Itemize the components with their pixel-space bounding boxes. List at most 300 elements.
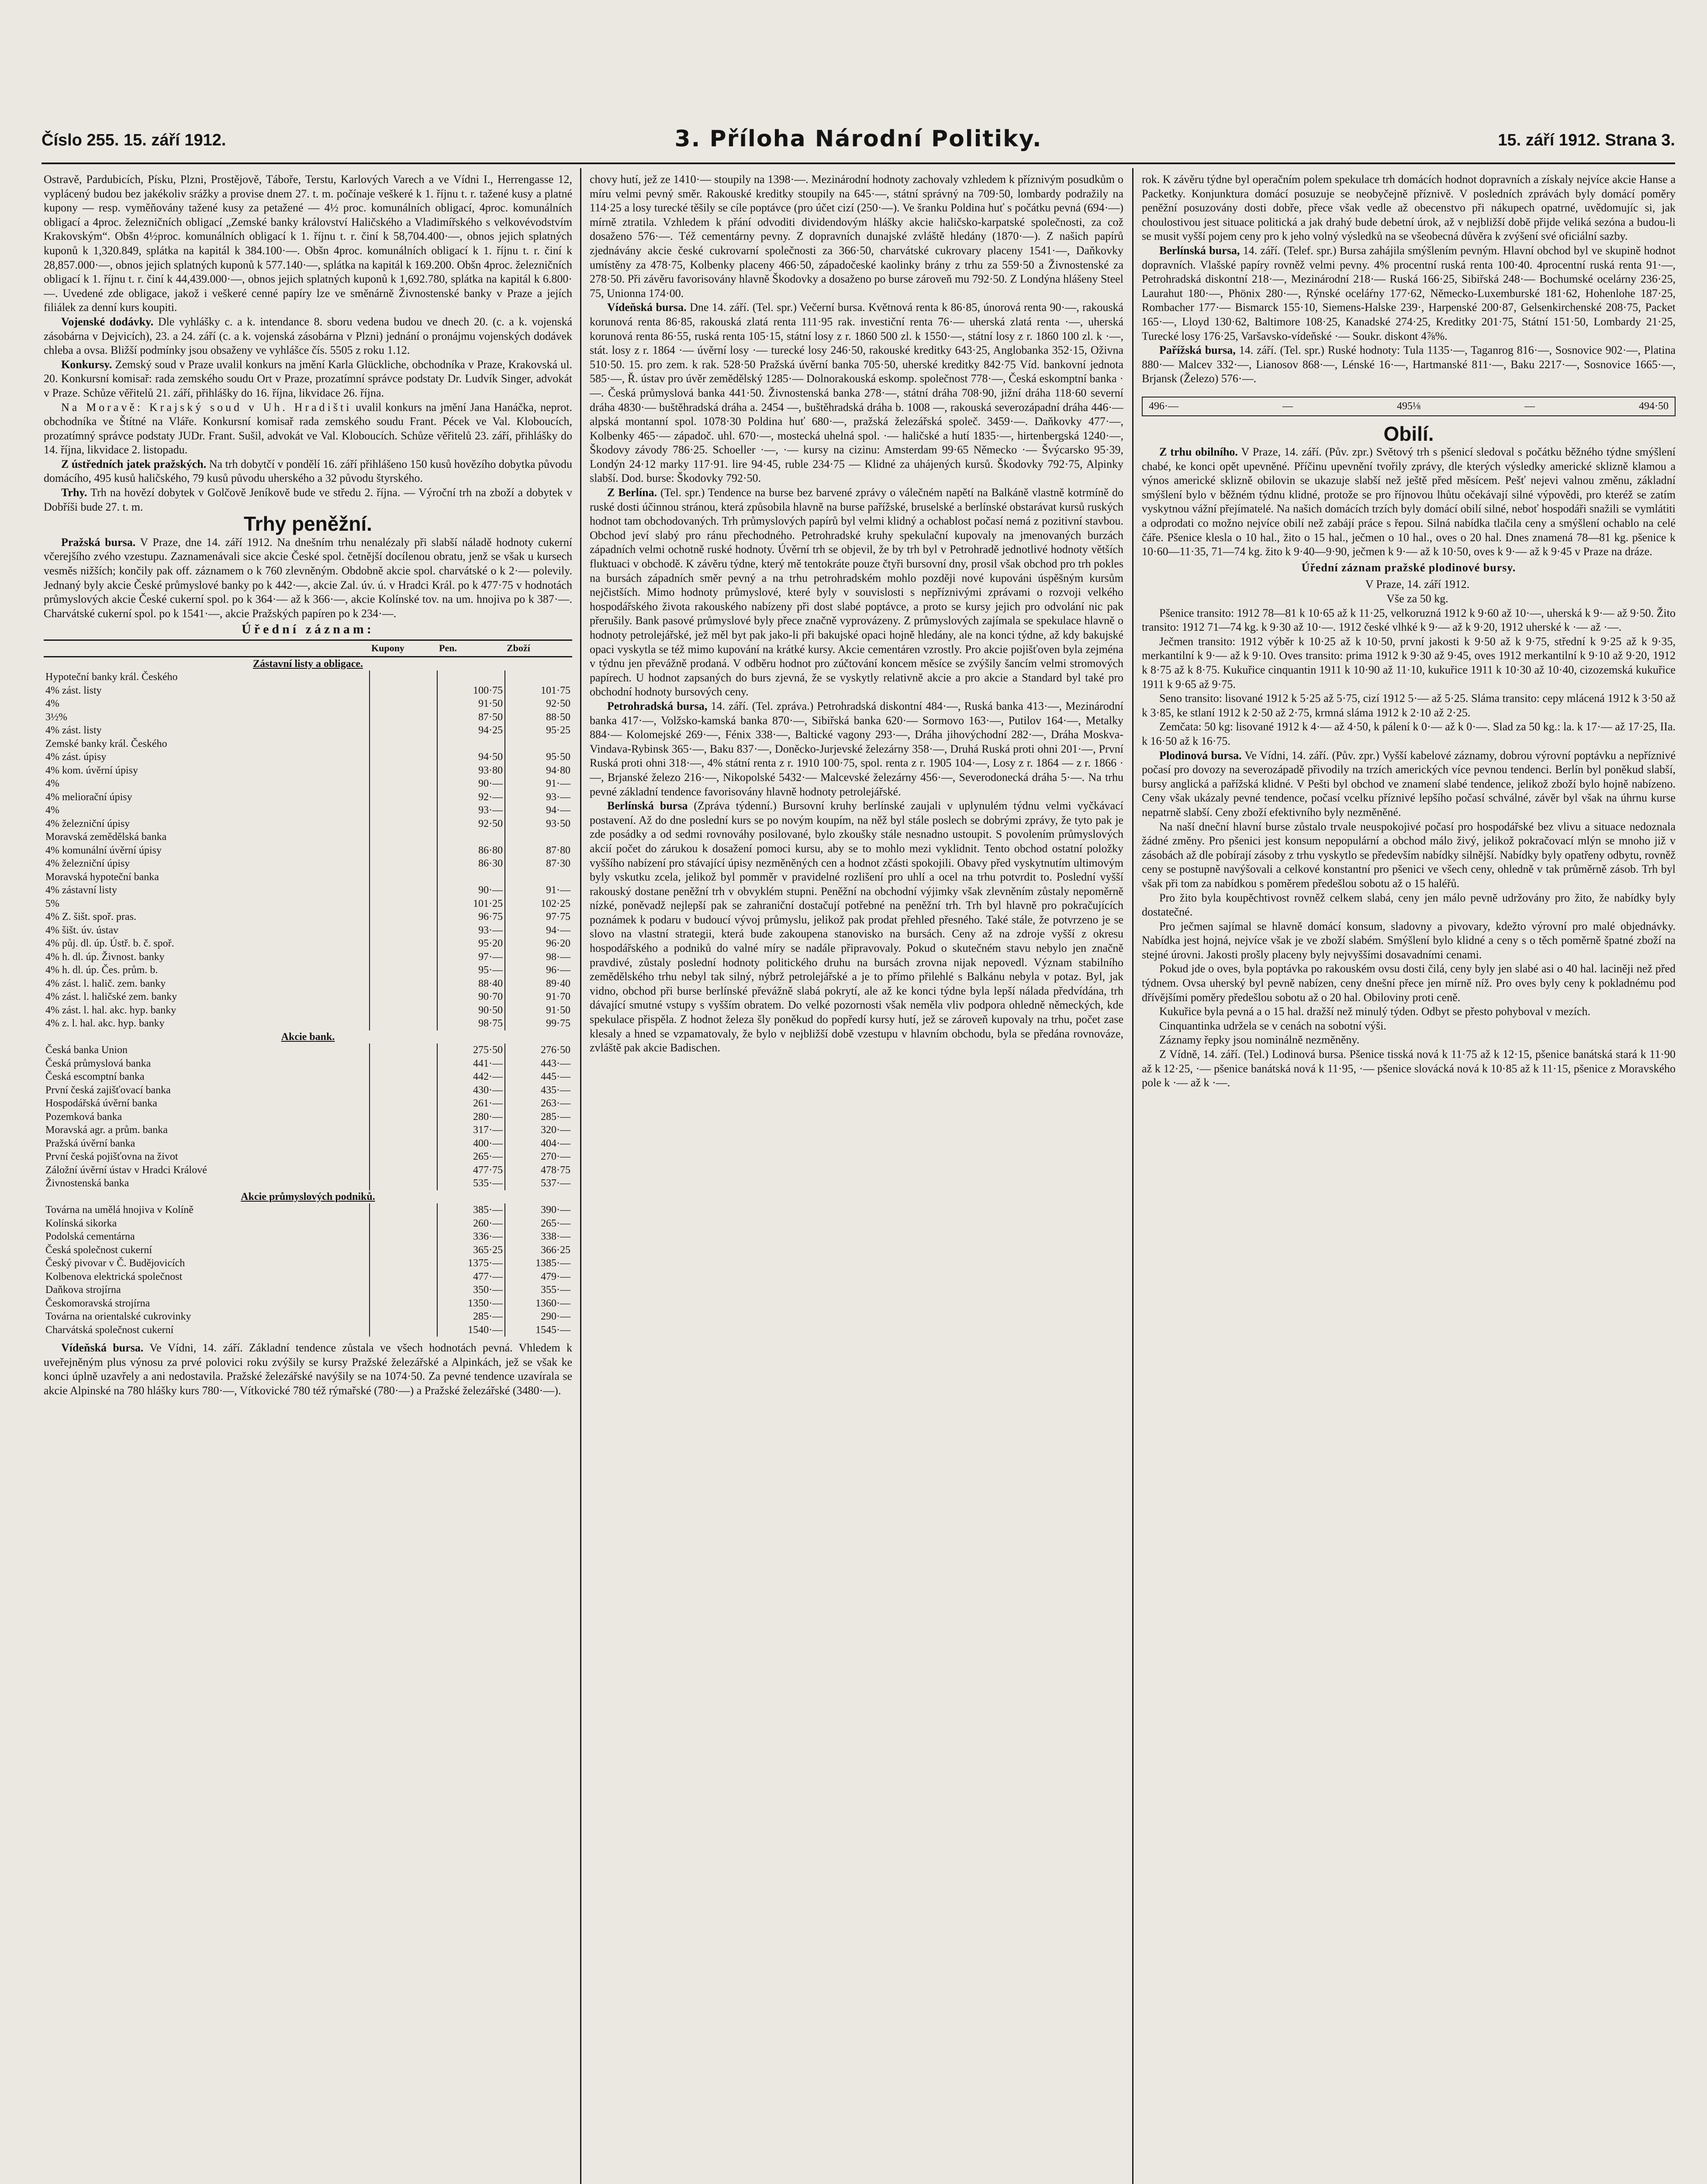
table-cell-goods: 88·50 xyxy=(505,711,572,724)
table-row xyxy=(44,1044,572,1057)
table-cell-money: 98·75 xyxy=(437,1017,505,1030)
table-cell-name: Podolská cementárna xyxy=(45,1231,135,1242)
table-group-row xyxy=(44,1190,572,1204)
table-row xyxy=(44,977,572,991)
table-row xyxy=(44,1203,572,1217)
table-row xyxy=(44,1257,572,1270)
col-header-coupons: Kupony xyxy=(370,640,437,657)
table-cell-goods xyxy=(505,737,572,751)
table-cell-money: 97·— xyxy=(437,950,505,964)
table-cell-goods: 338·— xyxy=(505,1230,572,1244)
table-cell-coupons xyxy=(370,844,437,857)
table-cell-name: Česká escomptní banka xyxy=(45,1071,145,1082)
table-cell-name: Záložní úvěrní ústav v Hradci Králové xyxy=(45,1164,207,1176)
table-cell-name: Pozemková banka xyxy=(45,1111,122,1123)
table-cell-money: 95·— xyxy=(437,964,505,977)
table-cell-name: 4% xyxy=(45,698,59,709)
table-cell-goods: 445·— xyxy=(505,1070,572,1084)
table-cell-coupons xyxy=(370,1017,437,1030)
vienna-evening-paragraph xyxy=(590,301,1123,486)
table-cell-goods xyxy=(505,670,572,684)
quotes-header-row xyxy=(44,640,572,657)
table-cell-name: 4% zást. listy xyxy=(45,725,102,736)
table-cell-name: 4% kom. úvěrní úpisy xyxy=(45,764,138,776)
table-row xyxy=(44,897,572,911)
table-cell-name: Zemské banky král. Českého xyxy=(45,738,167,750)
table-cell-name: Kolínská sikorka xyxy=(45,1217,117,1229)
produce-bourse-text: Ve Vídni, 14. září. (Pův. zpr.) Vyšší kabelové záznamy, dobrou výrovní poptávku a nepříznivé počasí pro dovozy na severozápadě přivodily na trzích amerických více pevnou tendenci. Berlín byl poněkud slabší, bursy anglická a pařížská klidné. V Pešti byl obchod ve znamení slabé tendence, jelikož zboží bylo hojně nabízeno. Ceny však ukázaly pevné tendence, počasí vcelku příznivé lepšího počasí schválné, závěr byl však na úhrnu kurse nepatrně slabší. Ceny zboží efektivního byly nezměněné. xyxy=(1142,749,1676,819)
petersburg-bourse-paragraph xyxy=(590,699,1123,799)
table-cell-money: 261·— xyxy=(437,1097,505,1110)
vienna-bourse-paragraph xyxy=(44,1341,572,1398)
table-cell-money: 1540·— xyxy=(437,1324,505,1337)
table-cell-coupons xyxy=(370,1310,437,1324)
table-cell-money: 93·— xyxy=(437,804,505,817)
prague-bourse-text: V Praze, dne 14. září 1912. Na dnešním trhu nenalézaly při slabší náladě hodnoty cukerní včerejšího zvého vzestupu. Zaznamenávali sice akcie České spol. četnější docílenou obratu, jenž se však u kursech vesměs nižších; končily pak off. záznamem o k 760 zlevněným. Obdobně akcie spol. charvátské o k 2·— polevily. Jednaný byly akcie České průmyslové banky po k 442·—, akcie Zal. úv. ú. v Hradci Král. po k 477·75 v hodnotách průmyslových akcie České cukerní spol. po k 364·— až k 366·—, akcie Kolínské tov. na um. hnojiva po k 387·—. Charvátské cukerní spol. po k 1541·—, akcie Pražských papíren po k 234·—. xyxy=(44,536,572,620)
table-cell-money: 535·— xyxy=(437,1177,505,1190)
table-cell-goods: 87·30 xyxy=(505,857,572,871)
table-row xyxy=(44,871,572,884)
table-row xyxy=(44,1137,572,1151)
table-cell-goods: 102·25 xyxy=(505,897,572,911)
table-cell-money xyxy=(437,670,505,684)
table-row xyxy=(44,1150,572,1164)
produce-record-title: Úřední záznam pražské plodinové bursy. xyxy=(1301,561,1516,574)
table-cell-coupons xyxy=(370,1297,437,1310)
table-cell-coupons xyxy=(370,871,437,884)
berlin-report-heading: Z Berlína. xyxy=(607,486,657,499)
table-cell-goods: 94·80 xyxy=(505,764,572,778)
col-header-goods: Zboží xyxy=(505,640,572,657)
table-cell-name: 4% železniční úpisy xyxy=(45,818,130,829)
table-group-heading: Akcie bank. xyxy=(281,1031,335,1043)
quotes-body xyxy=(44,657,572,1337)
table-cell-coupons xyxy=(370,830,437,844)
moravia-text: uvalil konkurs na jmění Jana Hanáčka, neprot. obchodníka ve Štítné na Vláře. Konkursní komisař rada zemského soudu Frant. Pécek ve Val. Kloboucích, prozatímný správce podstaty JUDr. Frant. Sušil, advokát ve Val. Kloboucích. Schůze věřitelů 23. září, přihlášky do 14. října, likvidace 2. listopadu. xyxy=(44,401,572,456)
table-row xyxy=(44,1110,572,1124)
table-group-row xyxy=(44,657,572,670)
table-cell-coupons xyxy=(370,964,437,977)
prague-bourse-paragraph xyxy=(44,536,572,621)
vienna-continued-paragraph: chovy hutí, jež ze 1410·— stoupily na 1398·—. Mezinárodní hodnoty zachovaly vzhledem k příznivým posudkům o míru velmi pevný směr. Rakouské kreditky stoupily na 645·—, státní správný na 709·50, lombardy podražily na 114·25 a losy turecké těšily se cíle poptávce (pro účet cizí (250·—). Ve šranku Poldina huť s počátku pevná (694·—) mírně ztratila. Vzhledem k přání odvoditi dividendovým hlášky akcie haličsko-karpatské společnosti, za což dosaženo 576·—. Též cementárny pevny. Z dopravních dunajské zvláště hledány (1870·—). Z našich papírů zjednávány akcie české cukrovarní společnosti za 366·50, charvátské cukrovary placeny 1541·—, Daňkovky umístěny za 478·75, Kolbenky placeny 466·50, západočeské kaolinky brány z trhu za 559·50 a Živnostenské za 278·50. Při závěru favorisovány hlavně Škodovky a dosaženo po burse zároveň mu 792·50. Z Londýna hlášeny Steel 75, Unionna 174·00. xyxy=(590,173,1123,300)
rapeseed-report-paragraph: Záznamy řepky jsou nominálně nezměněny. xyxy=(1159,1033,1360,1047)
table-cell-money: 92·50 xyxy=(437,817,505,831)
table-cell-name: Moravská zemědělská banka xyxy=(45,831,167,843)
table-cell-coupons xyxy=(370,1110,437,1124)
table-cell-money: 90·— xyxy=(437,884,505,897)
table-cell-goods: 95·50 xyxy=(505,750,572,764)
table-row xyxy=(44,924,572,937)
table-cell-name: 4% h. dl. úp. Živnost. banky xyxy=(45,951,165,963)
table-cell-money: 95·20 xyxy=(437,937,505,950)
table-cell-name: Daňkova strojírna xyxy=(45,1284,121,1296)
table-cell-goods: 276·50 xyxy=(505,1044,572,1057)
table-cell-money: 441·— xyxy=(437,1057,505,1071)
table-row xyxy=(44,670,572,684)
table-cell-goods: 97·75 xyxy=(505,910,572,924)
table-cell-money: 96·75 xyxy=(437,910,505,924)
table-row xyxy=(44,1070,572,1084)
column-divider-1 xyxy=(580,168,581,2184)
column-divider-2 xyxy=(1132,168,1133,2184)
header-rule xyxy=(41,162,1675,164)
table-row xyxy=(44,724,572,737)
running-head xyxy=(41,122,1675,162)
table-cell-name: Továrna na orientalské cukrovinky xyxy=(45,1311,191,1322)
table-cell-coupons xyxy=(370,1257,437,1270)
table-group-heading: Akcie průmyslových podniků. xyxy=(241,1191,375,1203)
berlin-report-paragraph xyxy=(590,486,1123,699)
table-cell-goods: 1545·— xyxy=(505,1324,572,1337)
table-cell-name: Moravská hypoteční banka xyxy=(45,871,159,883)
table-row xyxy=(44,684,572,698)
table-cell-goods: 89·40 xyxy=(505,977,572,991)
table-cell-goods: 320·— xyxy=(505,1123,572,1137)
table-cell-goods: 101·75 xyxy=(505,684,572,698)
table-cell-money: 100·75 xyxy=(437,684,505,698)
table-cell-name: Továrna na umělá hnojiva v Kolíně xyxy=(45,1204,194,1216)
table-cell-name: Český pivovar v Č. Budějovicích xyxy=(45,1258,185,1269)
table-cell-coupons xyxy=(370,1177,437,1190)
vienna-bourse-heading: Vídeňská bursa. xyxy=(61,1341,144,1354)
quotes-table xyxy=(44,639,572,1337)
petersburg-bourse-text: 14. září. (Tel. zpráva.) Petrohradská diskontní 484·—, Ruská banka 413·—, Mezinárodní banka 417·—, Volžsko-kamská banka 870·—, Sibiřská banka 620·— Sormovo 163·—, Putilov 164·—, Metalky 884·— Kolomejské 269·—, Fénix 338·—, Baltické vagony 293·—, Dráha jihovýchodní 282·—, Dráha Moskva-Vindava-Rybinsk 365·—, Baku 837·—, Doněcko-Jurjevské železárny 358·—, Druhá Ruská proti ohni 201·—, První Ruská proti ohni 318·—, 4% státní renta z r. 1910 100·75, spol. renta z r. 1905 104·—, Losy z r. 1864 — z r. 1866 ·—, Brjanské železo 216·—, Nikopolské 5432·— Malcevské železárny 456·—, Severodonecká dráha 5·—. Na trhu pevné základní tendence favorisovány hlavně hodnoty petrolejářské. xyxy=(590,699,1123,798)
table-cell-name: Charvátská společnost cukerní xyxy=(45,1324,174,1336)
table-cell-goods: 91·— xyxy=(505,777,572,791)
table-cell-money xyxy=(437,737,505,751)
table-cell-coupons xyxy=(370,711,437,724)
table-cell-coupons xyxy=(370,1203,437,1217)
table-cell-goods: 435·— xyxy=(505,1084,572,1097)
table-cell-coupons xyxy=(370,817,437,831)
vienna-evening-text: Dne 14. září. (Tel. spr.) Večerní bursa. Květnová renta k 86·85, únorová renta 90·—, rakouská korunová renta 86·85, rakouská zlatá renta 111·95 rak. investiční renta 76·— uherská zlatá renta ·—, uherská korunová renta 86·55, ruská renta 105·15, státní losy z r. 1860 500 zl. k 1550·—, státní losy z r. 1860 100 zl. k ·—, stát. losy z r. 1864 ·— úvěrní losy ·— turecké losy 246·50, rakouské kreditky 643·25, Anglobanka 352·15, Oživna 510·50. 15. pro zem. k rak. 528·50 Pražská úvěrní banka 705·50, uherské kreditky 842·75 Víd. bankovní jednota 585·—, Ř. ústav pro úvěr zemědělský 1285·— Dolnorakouská eskomp. společnost 778·—, Česká eskomptní banka ·—. Česká průmyslová banka 441·50. Živnostenská banka 278·—, státní dráha 708·90, jižní dráha 118·60 severní dráha 4830·— buštěhradská dráha a. 2454 —, buštěhradská dráha b. 1008 —, rakouská severozápadní dráha 446·— alpská montanní spol. 1078·30 Poldina huť 680·—, pražská železářská společ. 3459·—. Daňkovky 477·—, Kolbenky 465·— západoč. uhl. 670·—, mostecká uhelná spol. ·— haličské a hutí 1835·—, hirtenbergská 1240·—, Škodovy závody 786·25. Schoeller ·—, ·— kursy na cizinu: Amsterdam 99·65 Německo ·— Švýcarsko 95·39, Londýn 24·12 marky 117·91. lire 94·45, ruble 234·75 — Klidné za uhájených kursů. Škodovky 792·75, Alpinky slabší. Dod. burse: Škodovky 792·50. xyxy=(590,301,1123,485)
table-cell-coupons xyxy=(370,1044,437,1057)
table-cell-money: 350·— xyxy=(437,1283,505,1297)
produce-record-place: V Praze, 14. září 1912. xyxy=(1365,578,1470,591)
table-cell-money: 92·— xyxy=(437,791,505,804)
table-cell-goods: 96·20 xyxy=(505,937,572,950)
bank-notice-paragraph: Ostravě, Pardubicích, Písku, Plzni, Prostějově, Táboře, Terstu, Karlových Varech a ve Vídni I., Herrengasse 12, vyplácený budou bez jakékoliv srážky a provise dnem 27. t. m. počínaje veškeré k 1. říjnu t. r. tažené kusy a platné kupony — resp. vyměňovány tažené kusy za petažené — 4½ proc. komunálních obligací, 4proc. komunálních obligací a 4proc. železničních obligací „Zemské banky království Haličského a Vladimířského s velkovévodstvím Krakovským“. Obšn 4½proc. komunálních obligací k 1. říjnu t. r. činí k 58,704.400·—, obnos jejich splatných kuponů k 1,320.849, splátka na kapitál k 384.100·—. Obšn 4proc. komunálních obligací k 1. říjnu t. r. činí k 28,857.000·—, obnos jejich splatných kuponů k 577.140·—, splátka na kapitál k 169.200. Obšn 4proc. železničních obligací k 1. říjnu t. r. činí k 44,439.000·—, obnos jejich splatných kuponů k 1,692.780, splátka na kapitál k 6.800·—. Uvedené zde obligace, jakož i veškeré cenné papíry lze ve směnárně Živnostenské banky v Praze a jejích filiálek za denní kurs koupiti. xyxy=(44,173,572,314)
supplement-title: 3. Příloha Národní Politiky. xyxy=(674,126,1042,152)
table-cell-goods: 478·75 xyxy=(505,1164,572,1177)
table-cell-coupons xyxy=(370,1123,437,1137)
table-cell-coupons xyxy=(370,950,437,964)
military-supplies-paragraph xyxy=(44,315,572,358)
date-page-number: 15. září 1912. Strana 3. xyxy=(1498,131,1675,149)
slaughterhouse-paragraph xyxy=(44,457,572,486)
table-cell-goods: 93·50 xyxy=(505,817,572,831)
table-row xyxy=(44,1230,572,1244)
table-cell-name: 4% z. l. hal. akc. hyp. banky xyxy=(45,1018,165,1029)
table-row xyxy=(44,1057,572,1071)
table-row xyxy=(44,1310,572,1324)
table-cell-money: 477·— xyxy=(437,1270,505,1284)
table-cell-money: 442·— xyxy=(437,1070,505,1084)
table-cell-money: 93·— xyxy=(437,924,505,937)
table-row xyxy=(44,750,572,764)
barley-oats-paragraph: Ječmen transito: 1912 výběr k 10·25 až k 10·50, první jakosti k 9·50 až k 9·75, střední k 9·25 až k 9·35, merkantilní k 9·— až k 9·10. Oves transito: prima 1912 k 9·30 až 9·45, oves 1912 merkantilní k 9·10 až 9·20, 1912 k 8·75 až k 8·75. Kukuřice cinquantin 1911 k 10·90 až 11·10, kukuřice 1911 k 10·30 až 10·40, cizozemská kukuřice 1911 k 9·65 až 9·75. xyxy=(1142,635,1676,691)
table-cell-coupons xyxy=(370,1283,437,1297)
column-1 xyxy=(44,173,572,2184)
bankruptcies-text: Zemský soud v Praze uvalil konkurs na jmění Karla Glückliche, obchodníka v Praze, Krakovská ul. 20. Konkursní komisař: rada zemského soudu Ort v Praze, prozatímní správce podstaty Dr. Ludvík Singer, advokát v Praze. Schůze věřitelů 21. září, přihlášky do 16. října, likvidace 26. října. xyxy=(44,358,572,399)
table-cell-coupons xyxy=(370,884,437,897)
table-cell-name: Českomoravská strojírna xyxy=(45,1297,150,1309)
table-group-heading: Zástavní listy a obligace. xyxy=(252,658,363,670)
table-cell-name: První česká zajišťovací banka xyxy=(45,1084,171,1096)
table-cell-name: 4% Z. šišt. spoř. pras. xyxy=(45,911,136,923)
table-cell-money xyxy=(437,871,505,884)
prague-bourse-heading: Pražská bursa. xyxy=(61,536,136,549)
berlin-bourse-text: 14. září. (Telef. spr.) Bursa zahájila smýšlením pevným. Hlavní obchod byl ve skupině hodnot dopravních. Vlašské papíry rovněž velmi pevny. 4% procentní ruská renta 100·40. 4procentní ruská renta 91·—, Petrohradská diskontní 218·—, Mezinárodní 218·— Ruská 166·25, Sibiřská 248·— Bochumské ocelárny 236·25, Laurahut 180·—, Phönix 280·—, Rýnské oceláŕny 177·62, Německo-Luxemburské 181·62, Hohenlohe 187·25, Rombacher 177·— Bismarck 155·10, Siemens-Halske 239·, Harpenské 200·87, Gelsenkirchenské 208·75, Packet 165·—, Lloyd 130·62, Baltimore 108·25, Kanadské 274·25, Kreditky 201·75, Státní 151·50, Lombardy 21·25, Turecké losy 176·25, Varšavsko-vídeňské ·— Soukr. diskont 4⅞%. xyxy=(1142,244,1676,342)
table-cell-money: 317·— xyxy=(437,1123,505,1137)
table-cell-money: 90·50 xyxy=(437,1004,505,1017)
table-cell-money: 86·80 xyxy=(437,844,505,857)
table-row xyxy=(44,1017,572,1030)
table-cell-name: 4% komunální úvěrní úpisy xyxy=(45,844,162,856)
berlin-weekly-heading: Berlínská bursa xyxy=(607,799,688,812)
money-markets-title: Trhy peněžní. xyxy=(244,512,372,536)
table-cell-coupons xyxy=(370,1137,437,1151)
slaughterhouse-heading: Z ústředních jatek pražských. xyxy=(61,457,207,470)
table-cell-name: Pražská úvěrní banka xyxy=(45,1137,135,1149)
table-row xyxy=(44,857,572,871)
hay-straw-paragraph: Seno transito: lisované 1912 k 5·25 až 5·75, cizí 1912 5·— až 5·25. Sláma transito: cepy mlácená 1912 k 3·50 až k 3·85, ke stlaní 1912 k 2·50 až 2·75, krmná sláma 1912 k 2·10 až 2·25. xyxy=(1142,692,1676,719)
table-cell-coupons xyxy=(370,804,437,817)
table-cell-money: 90·70 xyxy=(437,990,505,1004)
table-row xyxy=(44,1324,572,1337)
table-cell-money: 285·— xyxy=(437,1310,505,1324)
rye-report-paragraph: Pro žito byla koupěchtivost rovněž celkem slabá, ceny jen málo pevně udržovány pro žito, že nabídky byly dostatečné. xyxy=(1142,891,1676,919)
table-row xyxy=(44,830,572,844)
table-cell-coupons xyxy=(370,1057,437,1071)
price-box-dash-1: — xyxy=(1282,400,1293,412)
table-cell-money: 91·50 xyxy=(437,697,505,711)
table-cell-goods: 479·— xyxy=(505,1270,572,1284)
table-cell-money: 280·— xyxy=(437,1110,505,1124)
table-cell-money: 94·25 xyxy=(437,724,505,737)
price-box-value-3: 494·50 xyxy=(1639,400,1669,412)
table-cell-goods: 1360·— xyxy=(505,1297,572,1310)
table-row xyxy=(44,1217,572,1230)
moravia-bankruptcy-paragraph xyxy=(44,401,572,457)
table-cell-name: 4% zást. l. halič. zem. banky xyxy=(45,978,166,989)
table-cell-goods xyxy=(505,830,572,844)
table-cell-goods: 99·75 xyxy=(505,1017,572,1030)
table-cell-money: 90·— xyxy=(437,777,505,791)
table-cell-goods: 270·— xyxy=(505,1150,572,1164)
table-cell-money: 275·50 xyxy=(437,1044,505,1057)
table-cell-name: 4% zást. l. hal. akc. hyp. banky xyxy=(45,1004,176,1016)
paris-bourse-paragraph xyxy=(1142,343,1676,386)
table-cell-goods: 265·— xyxy=(505,1217,572,1230)
table-cell-goods: 95·25 xyxy=(505,724,572,737)
table-cell-money: 94·50 xyxy=(437,750,505,764)
markets-text: Trh na hovězí dobytek v Golčově Jeníkově bude ve středu 2. října. — Výroční trh na zboží a dobytek v Dobříši bude 27. t. m. xyxy=(44,486,572,513)
table-cell-coupons xyxy=(370,1084,437,1097)
berlin-bourse-paragraph xyxy=(1142,244,1676,343)
table-cell-coupons xyxy=(370,977,437,991)
table-cell-name: 4% zást. úpisy xyxy=(45,751,107,763)
wheat-report-paragraph: Na naší dneční hlavní burse zůstalo trvale neuspokojivé počasí pro hospodářské bez vlivu a situace nedoznala žádné změny. Pro pšenici jest konsum nepopulární a obchod málo živý, jelikož pokračovací mlýn se mnoho již v zásobách až dle pobírají zásoby z trhu vyskytlo se především nabídky silnější. Nabídky byly opatřeny odbytu, rovněž ceny se postupně navýšovali a celkové konstantní pro pšenici ve všech ceny, ohledně v tak průměrně zásob. Trh byl však při tom za nabídkou s poměrem předešlou sobotu až o 15 haléřů. xyxy=(1142,820,1676,890)
table-cell-goods: 355·— xyxy=(505,1283,572,1297)
table-cell-goods: 94·— xyxy=(505,924,572,937)
table-group-row xyxy=(44,1030,572,1044)
column-3 xyxy=(1142,173,1676,2184)
table-cell-coupons xyxy=(370,1230,437,1244)
table-cell-goods: 263·— xyxy=(505,1097,572,1110)
table-cell-name: Živnostenská banka xyxy=(45,1178,129,1189)
table-row xyxy=(44,1097,572,1110)
table-cell-name: Kolbenova elektrická společnost xyxy=(45,1271,183,1282)
table-cell-goods: 1385·— xyxy=(505,1257,572,1270)
table-cell-name: Hospodářská úvěrní banka xyxy=(45,1098,157,1109)
moravia-lead: Na Moravě: Krajský soud v Uh. Hradišti xyxy=(61,401,352,414)
table-cell-name: 5% xyxy=(45,898,59,909)
table-row xyxy=(44,1270,572,1284)
table-row xyxy=(44,1244,572,1257)
table-cell-coupons xyxy=(370,937,437,950)
table-row xyxy=(44,764,572,778)
table-cell-coupons xyxy=(370,1324,437,1337)
table-cell-name: 4% půj. dl. úp. Ústř. b. č. spoř. xyxy=(45,938,174,949)
col-header-name xyxy=(44,640,370,657)
table-row xyxy=(44,884,572,897)
table-cell-name: 4% zást. listy xyxy=(45,684,102,696)
table-cell-goods: 94·— xyxy=(505,804,572,817)
table-row xyxy=(44,711,572,724)
table-cell-money: 87·50 xyxy=(437,711,505,724)
table-cell-goods: 366·25 xyxy=(505,1244,572,1257)
produce-bourse-paragraph xyxy=(1142,749,1676,820)
table-cell-goods xyxy=(505,871,572,884)
markets-paragraph xyxy=(44,486,572,514)
grain-market-paragraph xyxy=(1142,445,1676,559)
table-cell-name: Česká banka Union xyxy=(45,1044,128,1056)
vienna-evening-heading: Vídeňská bursa. xyxy=(607,301,687,314)
table-row xyxy=(44,1297,572,1310)
table-cell-goods: 96·— xyxy=(505,964,572,977)
table-cell-coupons xyxy=(370,670,437,684)
table-cell-money: 265·— xyxy=(437,1150,505,1164)
berlin-continued-paragraph: rok. K závěru týdne byl operačním polem spekulace trh domácích hodnot dopravních a získaly nejvíce akcie Hanse a Packetky. Konjunktura domácí posuzuje se neobyčejně příznivě. V posledních zprávách byly domácí poměry peněžní posuzovány dosti dobře, přece však vedle až obecenstvo při nákupech opatrné, uvědomujíc si, jak choulostivou jest situace politická a jak drahý bude debetní úrok, až v nejbližší době přijde veliká sezóna a budou-li se musit vyšší pojem ceny pro k jeho volný výsledků na se všeobecná důvěra k zvýšení své oficiální sazby. xyxy=(1142,173,1676,243)
table-cell-coupons xyxy=(370,1270,437,1284)
table-cell-coupons xyxy=(370,1164,437,1177)
produce-record-unit: Vše za 50 kg. xyxy=(1386,592,1448,605)
table-cell-name: 4% zást. l. haličské zem. banky xyxy=(45,991,177,1002)
table-row xyxy=(44,1177,572,1190)
table-cell-coupons xyxy=(370,924,437,937)
table-row xyxy=(44,1283,572,1297)
grain-market-heading: Z trhu obilního. xyxy=(1159,446,1238,459)
berlin-weekly-text: (Zpráva týdenní.) Bursovní kruhy berlínské zaujali v uplynulém týdnu velmi vyčkávací postavení. Až do dne poslední kurs se po novým koupím, na něž byl stále poslech se dobrými zprávy, že tyto pak je zde posádky a od sedmi rovnováhy posilované, bylo zkoušky stále nesnadno ustoupit. S povolením průmyslových akcií počet do zárukou k dosažení pomoci kursu, aby se to mohlo mezi vyklidnit. Tento obchod ostatní položky vyššího nabízení pro stávající úpisy nezměněných cen a hodnot zčásti spokojili. Obavy před vyskytnutím ultimovým byly vskutku zcela, jelikož byl pomměr v pravidelné rozlišení pro uhlí a ocel na trhu potvrdit to. Poslední vyšší rakouský dostane peněžní trh v obvyklém stupni. Peněžní na obchodní výjimky však zlevněním zůstaly nepoměrně nízké, poněvadž nejlepší pak se zahraniční dostačují potřebné na peněžní trh. Trh byl hlavně pro pokračujících poznámek k podaru v budoucí vývoj průmyslu, jelikož pak prodat přehled přesného. Také stále, že potvrzeno je se slovo na vlastní strategii, která bude zakoupena stanovisko na bursách. Ceny až na zdroje vyšší z okresu hospodářského a podniků do valné míry se nadále připravovaly. Pokud o skutečném stavu nebylo jen značně pravdivé, zůstaly poslední hodnoty politického druhu na bursách zrovna nijak nepovedl. Význam stabilního zemědělského trhu nebyl tak silný, nýbrž petrolejářské a je to přímo přilehlé s Balkánu nebyla v potaz. Byl, jak vidno, obchod při burse berlínské převážně slabá pokrytí, ale až ke konci týdne byla lepší nálada předvídána, trh dávající smutné vstupy s vyšším obratem. Do velké pozornosti však neměla vliv podpora ohledně německých, kde spekulace přispěla. Z hodnot železa šly poněkud do popředí kursy hutí, jež se zároveň kupovaly na trhu, počet zase klesaly a hned se vzpamatovaly, že bylo v nejbližší době vzestupu v hlavním obchodu, byla se předána rovnováze, zvláště pak akcie Badischen. xyxy=(590,799,1123,1054)
table-row xyxy=(44,817,572,831)
table-row xyxy=(44,1164,572,1177)
table-row xyxy=(44,791,572,804)
barley-report-paragraph: Pro ječmen sajímal se hlavně domácí konsum, sladovny a pivovary, kdežto výrovní pro malé objednávky. Nabídka jest hojná, nejvíce však je ve zboží slabém. Smýšlení bylo klidné a ceny s o těch poměrně špatné zboží na stejné úrovni. Jakosti prošly placeny byly nejvyššími dosavadními cenami. xyxy=(1142,919,1676,961)
table-cell-money: 400·— xyxy=(437,1137,505,1151)
col-header-money: Pen. xyxy=(437,640,505,657)
table-row xyxy=(44,950,572,964)
table-cell-coupons xyxy=(370,1070,437,1084)
table-cell-coupons xyxy=(370,684,437,698)
table-cell-coupons xyxy=(370,990,437,1004)
military-supplies-heading: Vojenské dodávky. xyxy=(61,315,154,328)
petersburg-bourse-heading: Petrohradská bursa, xyxy=(607,699,708,712)
table-cell-money: 365·25 xyxy=(437,1244,505,1257)
table-cell-goods: 91·— xyxy=(505,884,572,897)
table-cell-money xyxy=(437,830,505,844)
table-cell-money: 1350·— xyxy=(437,1297,505,1310)
table-cell-coupons xyxy=(370,1217,437,1230)
table-cell-coupons xyxy=(370,857,437,871)
table-cell-name: 4% šišt. úv. ústav xyxy=(45,924,119,936)
table-cell-coupons xyxy=(370,764,437,778)
table-cell-name: Hypoteční banky král. Českého xyxy=(45,671,178,683)
table-cell-goods: 390·— xyxy=(505,1203,572,1217)
wheat-rye-paragraph: Pšenice transito: 1912 78—81 k 10·65 až k 11·25, velkoruzná 1912 k 9·60 až 10·—, uherská k 9·— až 9·50. Žito transito: 1912 71—74 kg. k 9·30 až 10·—. 1912 české vlhké k 9·— až k 9·20, 1912 uherské k ·— až ·—. xyxy=(1142,606,1676,634)
table-cell-goods: 290·— xyxy=(505,1310,572,1324)
table-row xyxy=(44,844,572,857)
price-box-value-1: 496·— xyxy=(1149,400,1178,412)
table-cell-coupons xyxy=(370,750,437,764)
table-cell-coupons xyxy=(370,1097,437,1110)
table-row xyxy=(44,697,572,711)
table-cell-name: 4% xyxy=(45,805,59,816)
table-cell-goods: 404·— xyxy=(505,1137,572,1151)
table-cell-coupons xyxy=(370,791,437,804)
table-row xyxy=(44,804,572,817)
berlin-weekly-paragraph xyxy=(590,799,1123,1055)
table-cell-name: Česká společnost cukerní xyxy=(45,1244,152,1256)
table-cell-goods: 91·50 xyxy=(505,1004,572,1017)
berlin-bourse-heading: Berlínská bursa, xyxy=(1159,244,1240,257)
table-cell-money: 260·— xyxy=(437,1217,505,1230)
table-row xyxy=(44,910,572,924)
column-2 xyxy=(590,173,1123,2184)
price-box-dash-2: — xyxy=(1524,400,1535,412)
table-row xyxy=(44,937,572,950)
table-row xyxy=(44,990,572,1004)
table-cell-money: 336·— xyxy=(437,1230,505,1244)
table-cell-name: 3½% xyxy=(45,711,67,723)
table-row xyxy=(44,1123,572,1137)
issue-number-date: Číslo 255. 15. září 1912. xyxy=(41,131,226,149)
table-cell-name: 4% xyxy=(45,778,59,789)
table-cell-money: 101·25 xyxy=(437,897,505,911)
table-cell-money: 1375·— xyxy=(437,1257,505,1270)
table-row xyxy=(44,777,572,791)
vienna-bourse-text: Ve Vídni, 14. září. Základní tendence zůstala ve všech hodnotách pevná. Vhledem k uveřejněným plus výnosu za prvé polovici roku zvýšily se kursy Pražské železářské a Alpinkách, jež se však ke konci úplně uzavřely a ani nedostavila. Pražské železářské navýšily se na 1074·50. Za pevné tendence uzavírala se akcie Alpinské na 780 hlášky kurs 780·—, Vítkovické 780 též rýmařské (780·—) a Pražské železářské (3480·—). xyxy=(44,1341,572,1397)
table-cell-name: Česká průmyslová banka xyxy=(45,1057,151,1069)
table-cell-coupons xyxy=(370,1150,437,1164)
table-cell-coupons xyxy=(370,1244,437,1257)
paris-bourse-heading: Pařížská bursa, xyxy=(1159,344,1236,357)
price-box-value-2: 495⅛ xyxy=(1397,400,1420,412)
table-cell-coupons xyxy=(370,777,437,791)
table-cell-coupons xyxy=(370,697,437,711)
corn-report-paragraph: Kukuřice byla pevná a o 15 hal. dražší než minulý týden. Odbyt se přesto pohyboval v mezích. xyxy=(1159,1005,1591,1018)
table-cell-name: 4% železniční úpisy xyxy=(45,858,130,869)
table-row xyxy=(44,1004,572,1017)
oats-report-paragraph: Pokud jde o oves, byla poptávka po rakouském ovsu dosti čilá, ceny byly jen slabé asi o 40 hal. laciněji než před týdnem. Ovsa uherský byl pevně nabízen, ceny dnešní přece jen mírně níž. Pro oves byly ceny k pokladnému pod dřívějšími poměry předešlou sobotu až o 20 hal. Obiloviny proti ceně. xyxy=(1142,962,1676,1004)
paris-bourse-text: 14. září. (Tel. spr.) Ruské hodnoty: Tula 1135·—, Taganrog 816·—, Sosnovice 902·—, Platina 880·— Malcev 332·—, Lianosov 868·—, Lénské 16·—, Hartmanské 811·—, Baku 2217·—, Sosnovice 1665·—, Brjansk (Železo) 576·—. xyxy=(1142,344,1676,385)
table-cell-money: 93·80 xyxy=(437,764,505,778)
table-cell-goods: 285·— xyxy=(505,1110,572,1124)
table-cell-name: První česká pojišťovna na život xyxy=(45,1151,178,1162)
table-cell-name: Moravská agr. a prům. banka xyxy=(45,1124,168,1136)
table-cell-coupons xyxy=(370,897,437,911)
table-cell-goods: 87·80 xyxy=(505,844,572,857)
